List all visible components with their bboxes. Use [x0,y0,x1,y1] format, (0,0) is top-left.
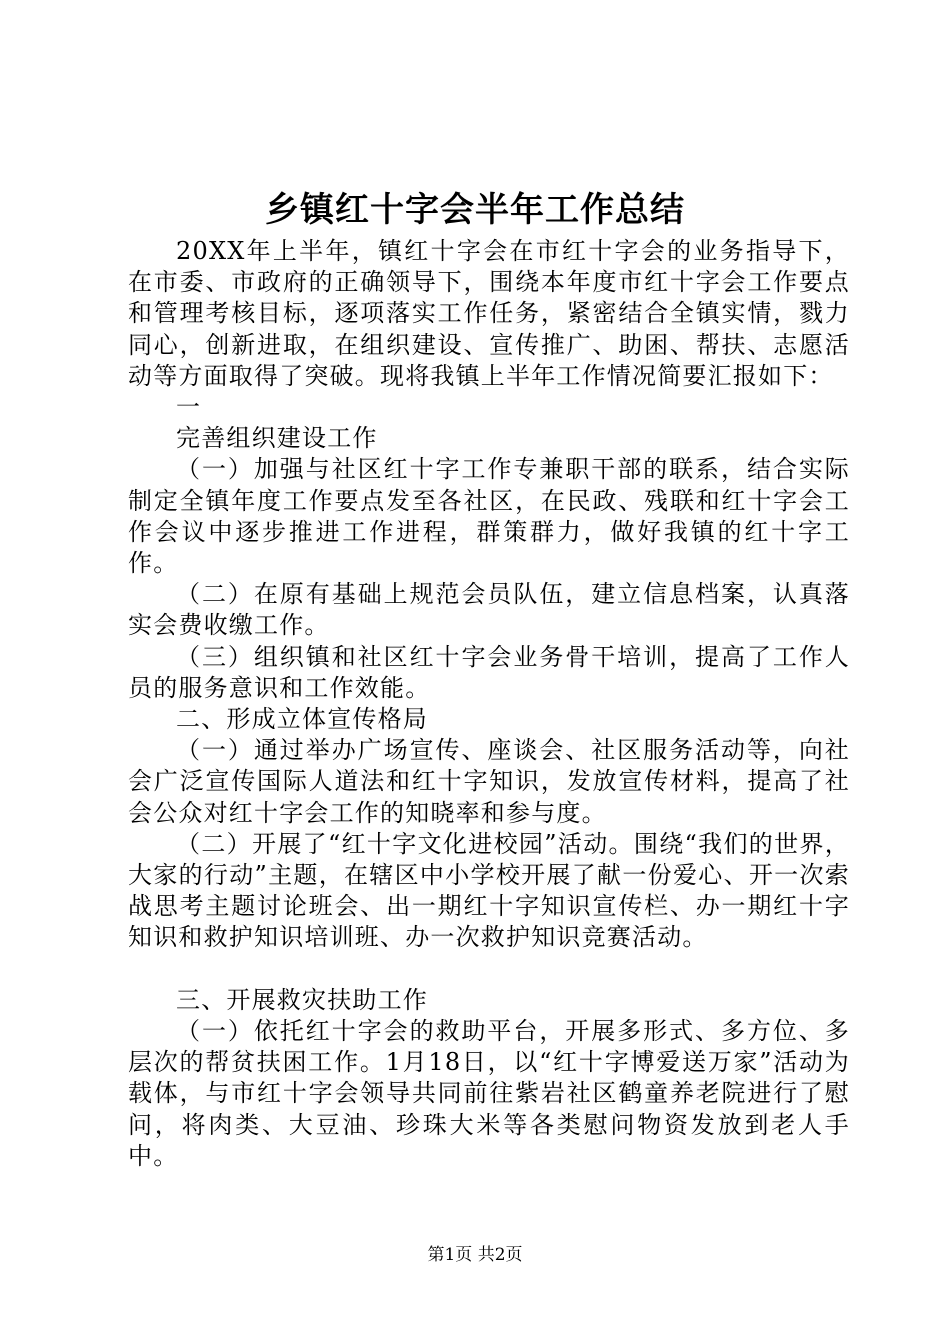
document-title: 乡镇红十字会半年工作总结 [265,190,685,230]
org-item-3: （三）组织镇和社区红十字会业务骨干培训，提高了工作人员的服务意识和工作效能。 [128,642,850,702]
org-item-2: （二）在原有基础上规范会员队伍，建立信息档案，认真落实会费收缴工作。 [128,580,850,640]
relief-item-1: （一）依托红十字会的救助平台，开展多形式、多方位、多层次的帮贫扶困工作。1月18日，以“红十字博爱送万家”活动为载体，与市红十字会领导共同前往紫岩社区鹤童养老院进行了慰问，将肉类、大豆油、珍珠大米等各类慰问物资发放到老人手中。 [128,1017,850,1170]
org-item-1: （一）加强与社区红十字工作专兼职干部的联系，结合实际制定全镇年度工作要点发至各社区，在民政、残联和红十字会工作会议中逐步推进工作进程，群策群力，做好我镇的红十字工作。 [128,455,850,578]
document-body [128,236,850,1172]
page-footer: 第1页 共2页 [427,1245,523,1265]
section-heading-organization: 完善组织建设工作 [176,424,378,453]
publicity-item-1: （一）通过举办广场宣传、座谈会、社区服务活动等，向社会广泛宣传国际人道法和红十字知识，发放宣传材料，提高了社会公众对红十字会工作的知晓率和参与度。 [128,736,850,827]
publicity-item-2: （二）开展了“红十字文化进校园”活动。围绕“我们的世界，大家的行动”主题，在辖区中小学校开展了献一份爱心、开一次索战思考主题讨论班会、出一期红十字知识宣传栏、办一期红十字知识和救护知识培训班、办一次救护知识竞赛活动。 [128,829,850,952]
section-number-one: 一 [176,393,202,422]
section-heading-publicity: 二、形成立体宣传格局 [176,705,428,734]
section-heading-relief: 三、开展救灾扶助工作 [176,985,428,1014]
blank-line [128,954,850,985]
intro-paragraph: 20XX年上半年，镇红十字会在市红十字会的业务指导下，在市委、市政府的正确领导下，围绕本年度市红十字会工作要点和管理考核目标，逐项落实工作任务，紧密结合全镇实情，戮力同心，创新进取，在组织建设、宣传推广、助困、帮扶、志愿活动等方面取得了突破。现将我镇上半年工作情况简要汇报如下： [128,237,850,390]
